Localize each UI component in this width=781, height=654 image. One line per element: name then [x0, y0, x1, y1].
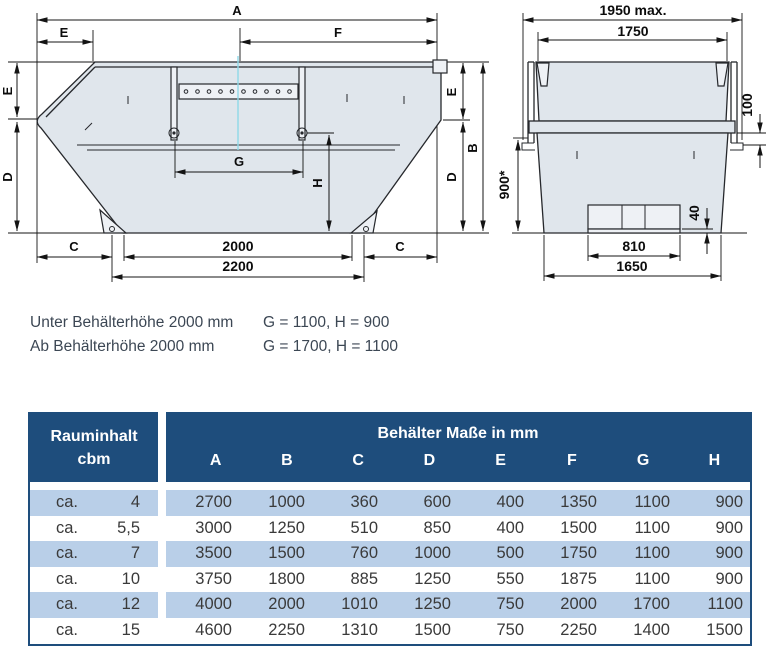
column-gap: [158, 412, 166, 482]
dim-label-810: 810: [622, 238, 646, 254]
table-cell: 750: [496, 620, 524, 639]
table-cell: 1800: [268, 569, 305, 588]
table-cell: 850: [423, 518, 451, 537]
column-gap: [158, 567, 166, 593]
volume-value: 10: [121, 569, 140, 588]
ca-prefix: ca.: [56, 544, 79, 563]
dim-label-2200: 2200: [222, 258, 254, 274]
table-cell: 1000: [268, 493, 305, 511]
dim-label-C-right: C: [395, 239, 405, 254]
value-cells: [166, 567, 750, 593]
dim-label-F: F: [334, 25, 342, 40]
table-cell: 1250: [414, 569, 451, 588]
volume-column-header: [30, 412, 158, 482]
header-body-gap: [30, 482, 750, 490]
ca-prefix: ca.: [56, 620, 79, 639]
col-header: H: [708, 452, 721, 469]
table-cell: 1000: [414, 544, 451, 563]
column-gap: [158, 490, 166, 516]
table-cell: 1700: [633, 595, 670, 614]
col-header: B: [281, 452, 293, 469]
table-cell: 1875: [560, 569, 597, 588]
table-cell: 4600: [195, 620, 232, 639]
container-technical-drawing: [0, 0, 781, 302]
tub-upper: [536, 62, 729, 121]
table-row: [30, 592, 750, 618]
note-value: G = 1700, H = 1100: [263, 338, 399, 355]
table-cell: 2700: [195, 493, 232, 511]
dim-label-1750: 1750: [617, 23, 649, 39]
col-header: C: [352, 452, 364, 469]
volume-cell: [30, 541, 158, 567]
dim-label-B: B: [465, 143, 480, 153]
value-cells: [166, 541, 750, 567]
value-cells: [166, 618, 750, 644]
dim-label-1650: 1650: [616, 258, 648, 274]
table-cell: 1100: [634, 544, 670, 563]
table-cell: 500: [496, 544, 524, 563]
dims-header-title: Behälter Maße in mm: [377, 425, 539, 442]
dim-label-1950max: 1950 max.: [599, 2, 667, 18]
dim-label-E-top: E: [59, 25, 69, 40]
note-line: [30, 335, 398, 359]
table-cell: 900: [715, 518, 743, 537]
table-cell: 550: [496, 569, 524, 588]
col-header: A: [209, 452, 222, 469]
table-cell: 1400: [633, 620, 670, 639]
note-label: Unter Behälterhöhe 2000 mm: [30, 314, 234, 331]
table-row: [30, 516, 750, 542]
table-cell: 885: [350, 569, 378, 588]
table-cell: 900: [715, 493, 743, 511]
ca-prefix: ca.: [56, 595, 79, 614]
value-cells: [166, 516, 750, 542]
ca-prefix: ca.: [56, 569, 79, 588]
note-value: G = 1100, H = 900: [263, 314, 390, 331]
table-cell: 400: [496, 518, 524, 537]
table-cell: 3500: [195, 544, 232, 563]
column-gap: [158, 592, 166, 618]
dim-label-40: 40: [686, 205, 702, 221]
table-cell: 3750: [195, 569, 232, 588]
table-row: [30, 567, 750, 593]
volume-value: 15: [121, 620, 140, 639]
table-cell: 1750: [560, 544, 597, 563]
volume-cell: [30, 490, 158, 516]
height-notes: [30, 311, 398, 359]
dim-label-D-left: D: [0, 172, 15, 182]
volume-cell: [30, 567, 158, 593]
column-gap: [158, 541, 166, 567]
table-cell: 760: [350, 544, 378, 563]
note-line: [30, 311, 398, 335]
volume-cell: [30, 592, 158, 618]
table-cell: 4000: [195, 595, 232, 614]
skid-block: [588, 205, 680, 229]
ca-prefix: ca.: [56, 518, 79, 537]
dim-label-2000: 2000: [222, 238, 254, 254]
table-cell: 900: [715, 569, 743, 588]
table-cell: 1500: [414, 620, 451, 639]
dims-header-block: [166, 412, 750, 482]
dim-label-A: A: [232, 3, 242, 18]
table-cell: 1100: [634, 493, 670, 511]
col-header: D: [423, 452, 436, 469]
dim-label-D-right: D: [444, 172, 459, 182]
value-cells: [166, 490, 750, 516]
volume-value: 4: [130, 493, 140, 511]
volume-header-line1: Rauminhalt: [50, 428, 138, 445]
table-cell: 600: [423, 493, 451, 511]
rail-end-cap: [433, 60, 447, 73]
value-cells: [166, 592, 750, 618]
volume-value: 7: [130, 544, 140, 563]
skid-foot: [588, 229, 680, 233]
table-cell: 1350: [560, 493, 597, 511]
table-cell: 750: [496, 595, 524, 614]
dim-label-C-left: C: [69, 239, 79, 254]
col-header: E: [495, 452, 506, 469]
dim-label-E-left: E: [0, 86, 15, 96]
table-cell: 1250: [414, 595, 451, 614]
table-cell: 1100: [707, 595, 743, 614]
end-view-drawing: [496, 2, 766, 281]
volume-value: 5,5: [117, 518, 140, 537]
table-cell: 1310: [341, 620, 378, 639]
table-cell: 2000: [268, 595, 305, 614]
table-cell: 2250: [560, 620, 597, 639]
table-row: [30, 541, 750, 567]
volume-cell: [30, 618, 158, 644]
table-cell: 1010: [341, 595, 378, 614]
table-cell: 1500: [268, 544, 305, 563]
table-cell: 1100: [634, 569, 670, 588]
table-cell: 1500: [560, 518, 597, 537]
dim-label-G: G: [233, 154, 245, 169]
table-cell: 1250: [268, 518, 305, 537]
table-cell: 1100: [634, 518, 670, 537]
volume-header-line2: cbm: [77, 451, 111, 468]
col-header: G: [636, 452, 650, 469]
table-cell: 900: [715, 544, 743, 563]
volume-value: 12: [121, 595, 140, 614]
column-gap: [158, 516, 166, 542]
table-cell: 400: [496, 493, 524, 511]
table-cell: 2000: [560, 595, 597, 614]
table-cell: 360: [350, 493, 378, 511]
dim-label-E-right: E: [444, 87, 459, 97]
dim-label-H: H: [310, 178, 325, 188]
table-row: [30, 618, 750, 644]
table-header: [30, 412, 750, 482]
dims-column-letters: [166, 452, 750, 470]
table-cell: 510: [350, 518, 378, 537]
rim-flange: [529, 121, 735, 133]
table-cell: 1500: [706, 620, 743, 639]
table-cell: 2250: [268, 620, 305, 639]
column-gap: [158, 618, 166, 644]
volume-cell: [30, 516, 158, 542]
tipping-post: [171, 67, 177, 140]
ca-prefix: ca.: [56, 493, 79, 511]
dimensions-table: [28, 412, 752, 646]
dim-label-900: 900*: [496, 170, 512, 200]
tipping-post: [299, 67, 305, 140]
side-view-drawing: [0, 3, 489, 282]
col-header: F: [566, 452, 577, 469]
note-label: Ab Behälterhöhe 2000 mm: [30, 338, 215, 355]
table-row: [30, 490, 750, 516]
dim-label-100: 100: [739, 93, 755, 117]
table-cell: 3000: [195, 518, 232, 537]
